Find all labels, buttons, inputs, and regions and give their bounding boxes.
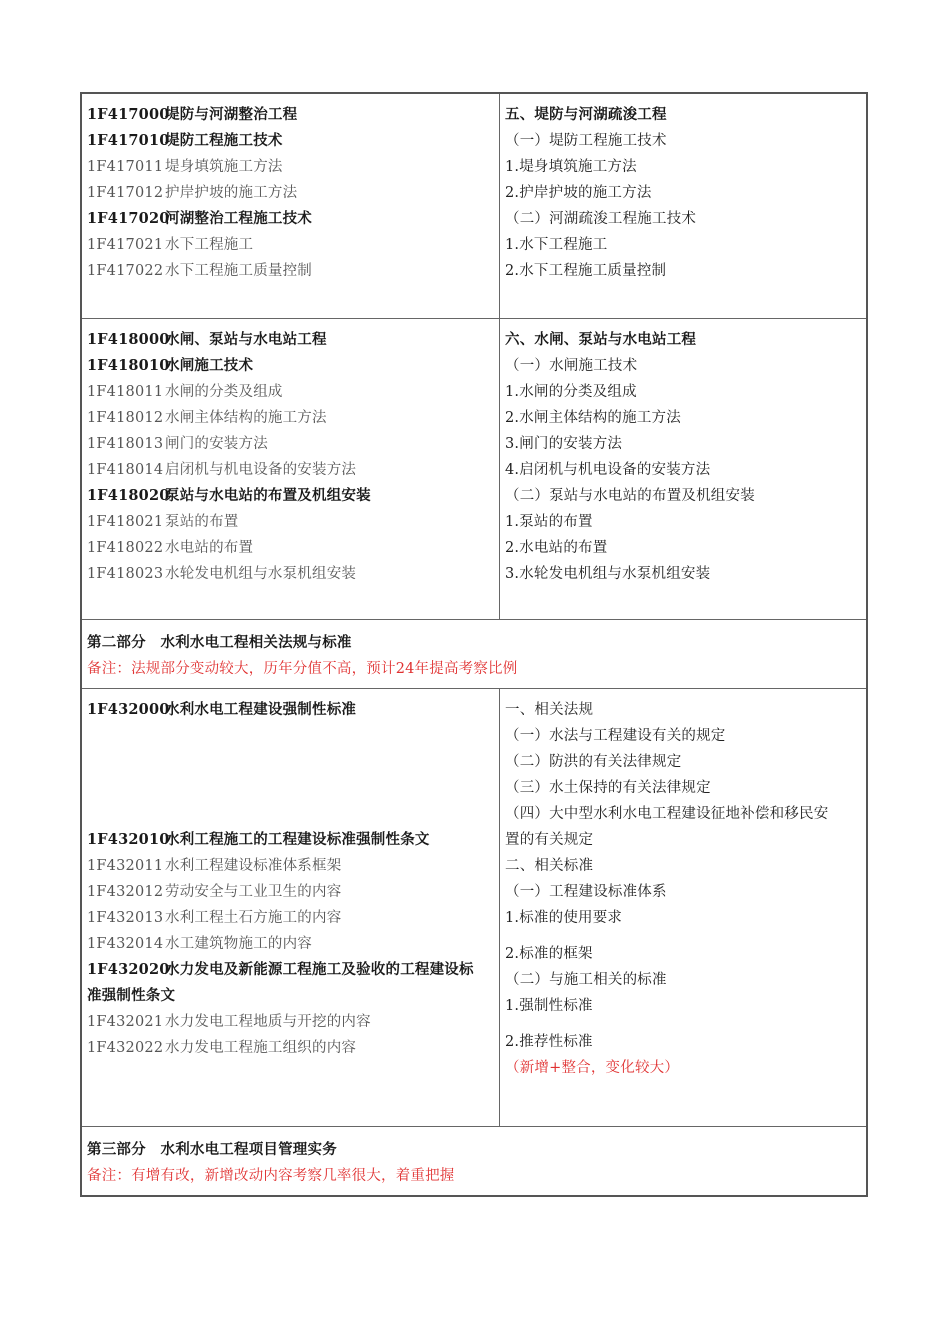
outline-line: 2.推荐性标准: [505, 1034, 593, 1050]
old-syllabus-cell: [500, 94, 866, 318]
outline-line: （一）水闸施工技术: [505, 358, 638, 374]
syllabus-line: 1F417000堤防与河湖整治工程: [87, 106, 298, 123]
syllabus-line-cont: 准强制性条文: [87, 987, 176, 1004]
part-three-cell: [82, 1127, 866, 1195]
syllabus-line: 1F418000水闸、泵站与水电站工程: [87, 331, 327, 348]
syllabus-line: 1F417011 堤身填筑施工方法: [87, 159, 283, 175]
outline-heading: 六、水闸、泵站与水电站工程: [505, 331, 697, 348]
outline-line: （二）防洪的有关法律规定: [505, 754, 682, 770]
section-row-1f417: [82, 94, 866, 319]
syllabus-line: 1F432022 水力发电工程施工组织的内容: [87, 1040, 357, 1056]
outline-line: （三）水土保持的有关法律规定: [505, 780, 711, 796]
outline-line: （一）工程建设标准体系: [505, 884, 667, 900]
section-row-1f432: [82, 689, 866, 1127]
syllabus-line: 1F417022 水下工程施工质量控制: [87, 263, 312, 279]
part-title: 第三部分 水利水电工程项目管理实务: [87, 1141, 337, 1158]
syllabus-line: 1F418012 水闸主体结构的施工方法: [87, 410, 327, 426]
syllabus-line: 1F418021 泵站的布置: [87, 514, 239, 530]
syllabus-line: 1F417020河湖整治工程施工技术: [87, 210, 312, 227]
new-syllabus-cell: [82, 689, 500, 1126]
outline-heading: 二、相关标准: [505, 858, 594, 874]
outline-line: （四）大中型水利水电工程建设征地补偿和移民安: [505, 806, 829, 822]
part-two-row: [82, 620, 866, 689]
syllabus-line: 1F417021 水下工程施工: [87, 237, 254, 253]
outline-line: 2.水下工程施工质量控制: [505, 263, 667, 279]
syllabus-line: 1F418022 水电站的布置: [87, 540, 254, 556]
outline-line: 4.启闭机与机电设备的安装方法: [505, 462, 711, 478]
syllabus-line: 1F418013 闸门的安装方法: [87, 436, 268, 452]
new-syllabus-cell: [82, 319, 500, 619]
outline-line: （一）水法与工程建设有关的规定: [505, 728, 726, 744]
outline-line: 1.泵站的布置: [505, 514, 593, 530]
outline-line: 2.标准的框架: [505, 946, 593, 962]
outline-line: 1.水闸的分类及组成: [505, 384, 637, 400]
section-row-1f418: [82, 319, 866, 620]
part-two-cell: [82, 620, 866, 688]
outline-line: 2.水电站的布置: [505, 540, 608, 556]
part-note: 备注：有增有改，新增改动内容考察几率很大，着重把握: [87, 1168, 455, 1184]
outline-line: （二）与施工相关的标准: [505, 972, 667, 988]
outline-line: 1.标准的使用要求: [505, 910, 623, 926]
outline-line: 1.水下工程施工: [505, 237, 608, 253]
syllabus-line: 1F418010水闸施工技术: [87, 357, 254, 374]
outline-line: 置的有关规定: [505, 832, 594, 848]
syllabus-line: 1F432021 水力发电工程地质与开挖的内容: [87, 1014, 371, 1030]
outline-heading: 一、相关法规: [505, 702, 594, 718]
syllabus-line: 1F432020水力发电及新能源工程施工及验收的工程建设标: [87, 961, 474, 978]
syllabus-line: 1F418020泵站与水电站的布置及机组安装: [87, 487, 371, 504]
outline-line: 3.闸门的安装方法: [505, 436, 623, 452]
outline-line: 2.护岸护坡的施工方法: [505, 185, 652, 201]
outline-line: 1.堤身填筑施工方法: [505, 159, 637, 175]
syllabus-line: 1F418023 水轮发电机组与水泵机组安装: [87, 566, 357, 582]
syllabus-line: 1F417012 护岸护坡的施工方法: [87, 185, 298, 201]
syllabus-line: 1F432012 劳动安全与工业卫生的内容: [87, 884, 342, 900]
syllabus-line: 1F432010水利工程施工的工程建设标准强制性条文: [87, 831, 430, 848]
syllabus-line: 1F417010堤防工程施工技术: [87, 132, 283, 149]
syllabus-line: 1F418011 水闸的分类及组成: [87, 384, 283, 400]
part-note: 备注：法规部分变动较大，历年分值不高，预计24年提高考察比例: [87, 661, 518, 677]
outline-line: （二）河湖疏浚工程施工技术: [505, 211, 697, 227]
change-note: （新增+整合，变化较大）: [505, 1060, 680, 1076]
syllabus-line: 1F432013 水利工程土石方施工的内容: [87, 910, 342, 926]
syllabus-line: 1F432011 水利工程建设标准体系框架: [87, 858, 342, 874]
syllabus-line: 1F432014 水工建筑物施工的内容: [87, 936, 312, 952]
old-syllabus-cell: [500, 319, 866, 619]
part-title: 第二部分 水利水电工程相关法规与标准: [87, 634, 352, 651]
syllabus-line: 1F432000水利水电工程建设强制性标准: [87, 701, 357, 718]
outline-line: 3.水轮发电机组与水泵机组安装: [505, 566, 711, 582]
outline-line: 1.强制性标准: [505, 998, 593, 1014]
old-syllabus-cell: [500, 689, 866, 1126]
outline-line: 2.水闸主体结构的施工方法: [505, 410, 681, 426]
part-three-row: [82, 1127, 866, 1195]
outline-heading: 五、堤防与河湖疏浚工程: [505, 106, 667, 123]
outline-line: （二）泵站与水电站的布置及机组安装: [505, 488, 755, 504]
syllabus-line: 1F418014 启闭机与机电设备的安装方法: [87, 462, 357, 478]
outline-line: （一）堤防工程施工技术: [505, 133, 667, 149]
new-syllabus-cell: [82, 94, 500, 318]
syllabus-table: [80, 92, 868, 1197]
